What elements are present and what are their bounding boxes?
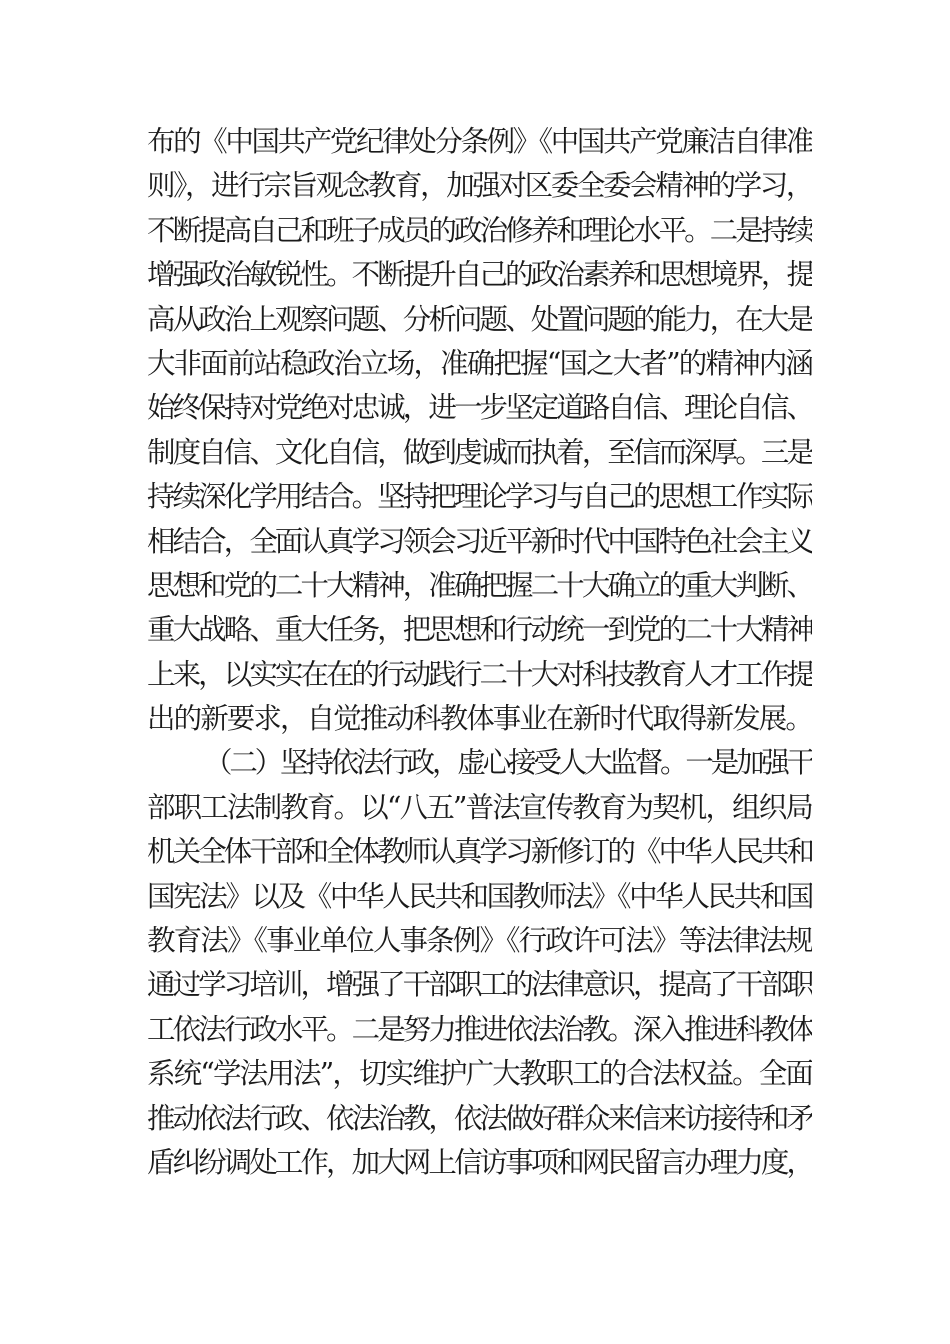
text-line: 部职工法制教育。以“八五”普法宣传教育为契机，组织局 — [147, 790, 812, 824]
paragraph-first-line: （二）坚持依法行政，虚心接受人大监督。一是加强干 — [204, 746, 812, 780]
text-line: 推动依法行政、依法治教，依法做好群众来信来访接待和矛 — [147, 1101, 812, 1135]
text-line: 系统“学法用法”，切实维护广大教职工的合法权益。全面 — [147, 1057, 812, 1091]
text-line: 工依法行政水平。二是努力推进依法治教。深入推进科教体 — [147, 1012, 812, 1046]
text-line: 重大战略、重大任务，把思想和行动统一到党的二十大精神 — [147, 613, 812, 647]
text-line: 上来，以实实在在的行动践行二十大对科技教育人才工作提 — [147, 657, 812, 691]
text-line: 高从政治上观察问题、分析问题、处置问题的能力，在大是 — [147, 302, 812, 336]
text-line: 则》，进行宗旨观念教育，加强对区委全委会精神的学习， — [147, 169, 812, 203]
text-line: 机关全体干部和全体教师认真学习新修订的《中华人民共和 — [147, 835, 812, 869]
text-line: 始终保持对党绝对忠诚，进一步坚定道路自信、理论自信、 — [147, 391, 812, 425]
text-line: 不断提高自己和班子成员的政治修养和理论水平。二是持续 — [147, 213, 812, 247]
text-line: 制度自信、文化自信，做到虔诚而执着，至信而深厚。三是 — [147, 435, 812, 469]
text-line: 盾纠纷调处工作，加大网上信访事项和网民留言办理力度， — [147, 1145, 812, 1179]
text-line: 教育法》《事业单位人事条例》《行政许可法》等法律法规 — [147, 924, 812, 958]
text-line: 持续深化学用结合。坚持把理论学习与自己的思想工作实际 — [147, 480, 812, 514]
body-text — [147, 120, 812, 1185]
text-line: 大非面前站稳政治立场，准确把握“国之大者”的精神内涵 — [147, 346, 812, 380]
text-line: 增强政治敏锐性。不断提升自己的政治素养和思想境界，提 — [147, 258, 812, 292]
text-line: 思想和党的二十大精神，准确把握二十大确立的重大判断、 — [147, 568, 812, 602]
text-line: 出的新要求，自觉推动科教体事业在新时代取得新发展。 — [147, 702, 812, 736]
text-line: 布的《中国共产党纪律处分条例》《中国共产党廉洁自律准 — [147, 125, 812, 158]
text-line: 相结合，全面认真学习领会习近平新时代中国特色社会主义 — [147, 524, 812, 558]
text-line: 国宪法》以及《中华人民共和国教师法》《中华人民共和国 — [147, 879, 812, 913]
text-line: 通过学习培训，增强了干部职工的法律意识，提高了干部职 — [147, 968, 812, 1002]
